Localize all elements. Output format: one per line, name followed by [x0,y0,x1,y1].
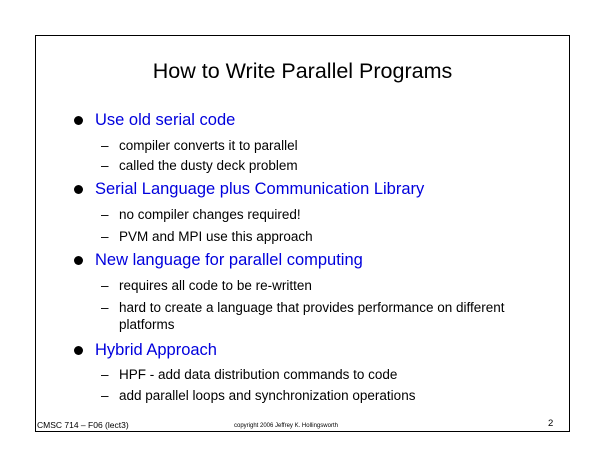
dash-icon: – [101,207,109,222]
bullet-item [74,340,554,362]
bullet-item [74,250,554,272]
sub-text: requires all code to be re-written [119,278,312,293]
sub-text: add parallel loops and synchronization operations [119,388,416,403]
dash-icon: – [101,367,109,382]
bullet-text: Serial Language plus Communication Library [95,180,425,198]
bullet-item [74,179,554,201]
bullet-dot-icon [74,256,83,265]
dash-icon: – [101,300,109,315]
slide-title: How to Write Parallel Programs [152,59,453,83]
bullet-text: Use old serial code [95,111,236,129]
footer-course: CMSC 714 – F06 (lect3) [37,420,129,430]
dash-icon: – [101,229,109,244]
sub-text: compiler converts it to parallel [119,138,298,153]
bullet-item [74,110,554,132]
bullet-dot-icon [74,346,83,355]
bullet-text: New language for parallel computing [95,251,363,269]
sub-text: PVM and MPI use this approach [119,229,313,244]
footer-copyright: copyright 2006 Jeffrey K. Hollingsworth [234,423,338,429]
page-number: 2 [548,418,554,429]
bullet-dot-icon [74,185,83,194]
sub-text: hard to create a language that provides performance on different platforms [119,300,505,332]
sub-text: no compiler changes required! [119,207,301,222]
bullet-text: Hybrid Approach [95,341,217,359]
bullet-dot-icon [74,116,83,125]
dash-icon: – [101,158,109,173]
dash-icon: – [101,278,109,293]
sub-text: called the dusty deck problem [119,158,298,173]
dash-icon: – [101,138,109,153]
dash-icon: – [101,388,109,403]
sub-text: HPF - add data distribution commands to code [119,367,398,382]
